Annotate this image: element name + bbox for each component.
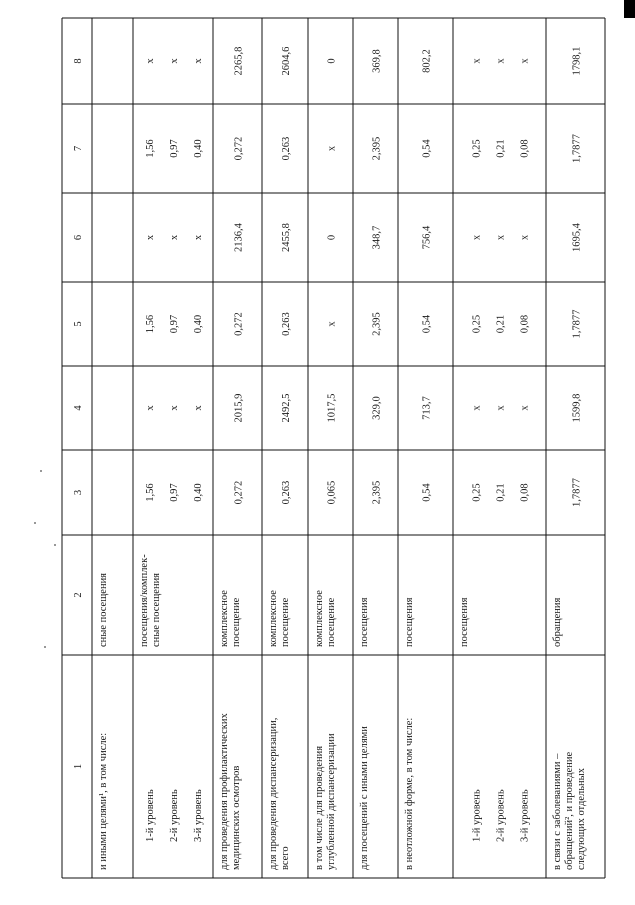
cell-text: углубленной диспансеризации — [326, 733, 337, 870]
cell-text: 756,4 — [421, 225, 433, 250]
cell-text: медицинских осмотров — [231, 765, 242, 870]
cell-text: 1,7877 — [571, 478, 583, 507]
cell-text: 0,40 — [193, 314, 204, 334]
cell-text: х — [519, 405, 531, 411]
cell-text: посещения — [459, 597, 470, 647]
cell-text: посещение — [280, 597, 291, 647]
column-number: 4 — [73, 405, 84, 411]
column-number: 5 — [73, 321, 84, 327]
scan-edge-mark — [624, 0, 635, 18]
cell-text: посещения — [404, 597, 415, 647]
cell-text: в том числе для проведения — [314, 745, 325, 870]
cell-text: х — [471, 405, 483, 411]
column-number: 7 — [73, 145, 84, 152]
cell-text: 0,25 — [471, 139, 483, 158]
cell-text: х — [193, 58, 204, 64]
cell-text: х — [193, 234, 204, 241]
cell-text: посещения — [359, 597, 370, 647]
cell-text: х — [145, 405, 156, 411]
cell-text: 0,065 — [326, 480, 338, 505]
cell-text: 3-й уровень — [193, 789, 204, 842]
cell-text: 713,7 — [421, 396, 433, 420]
cell-text: 0,40 — [193, 483, 204, 502]
scan-speck — [40, 470, 42, 472]
cell-text: 2265,8 — [233, 46, 245, 76]
cell-text: 0,08 — [519, 139, 531, 158]
cell-text: всего — [280, 846, 291, 870]
cell-text: х — [471, 234, 483, 241]
cell-text: для проведения диспансеризации, — [268, 717, 279, 870]
cell-text: для проведения профилактических — [219, 713, 230, 870]
cell-text: 348,7 — [371, 225, 383, 250]
cell-text: 1,56 — [145, 314, 156, 334]
column-number: 1 — [73, 763, 84, 770]
cell-text: 2-й уровень — [169, 789, 180, 842]
cell-text: 329,0 — [371, 396, 383, 420]
cell-text: 0,40 — [193, 139, 204, 158]
cell-text: следующих отдельных — [576, 768, 587, 870]
cell-text: 1017,5 — [326, 393, 338, 423]
cell-text: 0,263 — [281, 480, 292, 505]
cell-text: 0,272 — [233, 480, 245, 505]
cell-text: 0,21 — [495, 483, 507, 502]
cell-text: х — [169, 234, 180, 241]
cell-text: 2492,5 — [281, 393, 292, 423]
cell-text: 0,272 — [233, 312, 245, 336]
cell-text: 2,395 — [371, 480, 383, 505]
cell-text: 1,7877 — [571, 134, 583, 163]
cell-text: посещение — [326, 597, 337, 647]
cell-text: в неотложной форме, в том числе: — [404, 717, 415, 870]
cell-text: 0,21 — [495, 314, 507, 334]
cell-text: х — [495, 58, 507, 64]
cell-text: посещения/комплек- — [139, 554, 150, 647]
cell-text: 0 — [326, 234, 338, 241]
cell-text: 1798,1 — [571, 46, 583, 76]
cell-text: 0,08 — [519, 483, 531, 502]
cell-text: 2,395 — [371, 312, 383, 336]
cell-text: 0,97 — [169, 314, 180, 334]
cell-text: 369,8 — [371, 49, 383, 73]
cell-text: 802,2 — [421, 49, 433, 73]
cell-text: 0,54 — [421, 139, 433, 158]
cell-text: обращения — [552, 597, 563, 647]
cell-text: 1,56 — [145, 483, 156, 502]
cell-text: и иными целями¹, в том числе: — [98, 732, 109, 870]
cell-text: 0,54 — [421, 483, 433, 502]
cell-text: 0,25 — [471, 314, 483, 334]
cell-text: 1,56 — [145, 139, 156, 158]
cell-text: 0,263 — [281, 136, 292, 161]
cell-text: х — [326, 321, 338, 327]
cell-text: х — [495, 405, 507, 411]
cell-text: для посещений с иными целями — [359, 726, 370, 870]
cell-text: обращений², и проведение — [564, 751, 575, 870]
cell-text: 0,272 — [233, 136, 245, 161]
cell-text: х — [326, 145, 338, 152]
cell-text: комплексное — [314, 590, 325, 647]
cell-text: х — [471, 58, 483, 64]
cell-text: сные посещения — [151, 572, 162, 647]
cell-text: х — [169, 405, 180, 411]
column-number: 3 — [73, 489, 84, 496]
column-number: 8 — [73, 58, 84, 64]
cell-text: 1-й уровень — [471, 789, 483, 842]
cell-text: 0,21 — [495, 139, 507, 158]
cell-text: 0,97 — [169, 483, 180, 502]
cell-text: 0,263 — [281, 312, 292, 336]
cell-text: 1695,4 — [571, 223, 583, 252]
cell-text: 1,7877 — [571, 309, 583, 339]
cell-text: 2-й уровень — [495, 789, 507, 842]
scan-speck — [34, 522, 36, 524]
cell-text: 1-й уровень — [145, 789, 156, 842]
cell-text: комплексное — [268, 590, 279, 647]
cell-text: х — [145, 234, 156, 241]
cell-text: 3-й уровень — [519, 789, 531, 842]
cell-text: 0,97 — [169, 139, 180, 158]
cell-text: х — [193, 405, 204, 411]
cell-text: х — [169, 58, 180, 64]
cell-text: х — [519, 234, 531, 241]
cell-text: 2015,9 — [233, 393, 245, 423]
cell-text: х — [145, 58, 156, 64]
cell-text: 2604,6 — [281, 46, 292, 76]
column-number: 2 — [73, 592, 84, 598]
scan-speck — [44, 646, 46, 648]
cell-text: 0,54 — [421, 314, 433, 334]
cell-text: х — [495, 234, 507, 241]
cell-text: 0 — [326, 58, 338, 64]
cell-text: сные посещения — [98, 572, 109, 647]
cell-text: 2455,8 — [281, 223, 292, 252]
column-number: 6 — [73, 234, 84, 241]
cell-text: посещение — [231, 597, 242, 647]
cell-text: х — [519, 58, 531, 64]
cell-text: 0,08 — [519, 314, 531, 334]
cell-text: 0,25 — [471, 483, 483, 502]
scan-speck — [54, 544, 56, 546]
cell-text: 2,395 — [371, 136, 383, 161]
cell-text: комплексное — [219, 590, 230, 647]
cell-text: в связи с заболеваниями – — [552, 753, 563, 870]
cell-text: 2136,4 — [233, 223, 245, 252]
cell-text: 1599,8 — [571, 393, 583, 423]
